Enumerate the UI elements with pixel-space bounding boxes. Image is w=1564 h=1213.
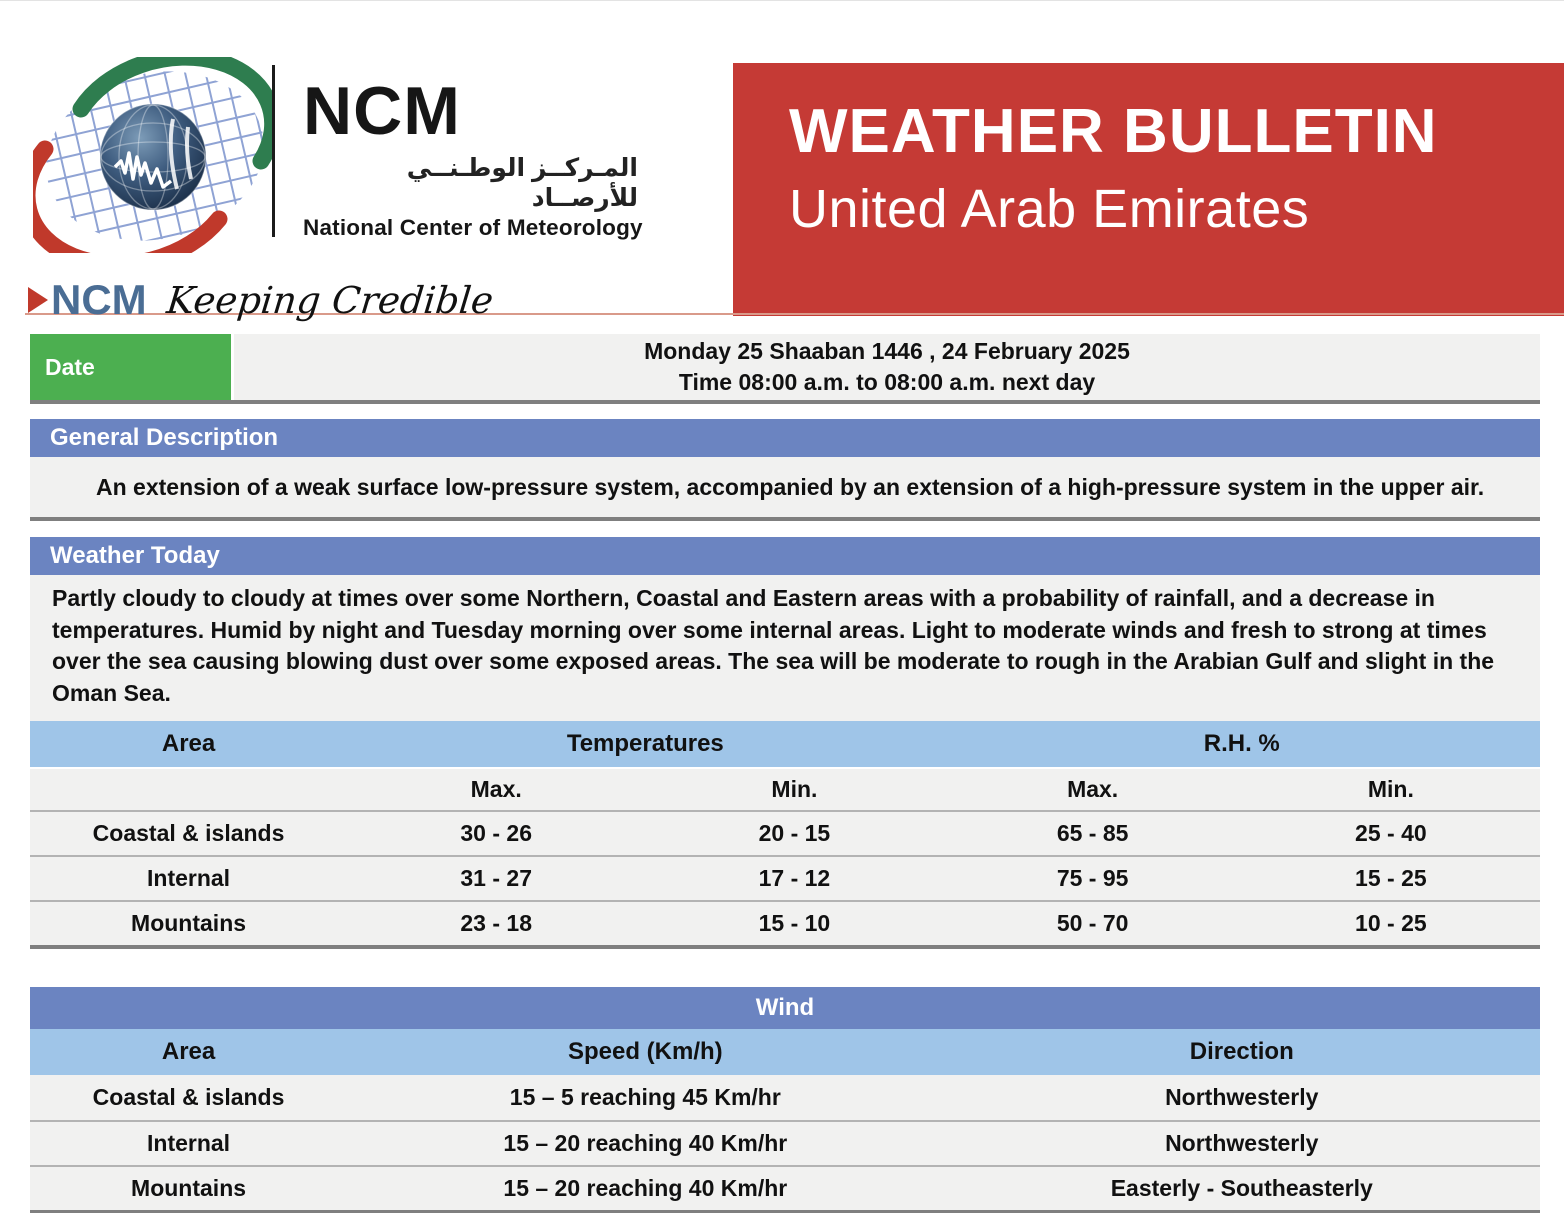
table-row	[30, 1120, 1540, 1165]
tagline-script: Keeping Credible	[164, 278, 495, 322]
wind-title: Wind	[30, 987, 1540, 1029]
rh-max-cell: 50 - 70	[1056, 910, 1129, 936]
banner-title: WEATHER BULLETIN	[789, 97, 1438, 166]
area-cell: Internal	[147, 865, 231, 891]
temp-max-cell: 23 - 18	[460, 910, 532, 936]
tagline	[28, 276, 495, 323]
general-description-body: An extension of a weak surface low-pressure system, accompanied by an extension of a high-pressure system in the upper air.	[30, 457, 1540, 521]
area-cell: Coastal & islands	[92, 1084, 285, 1110]
logo-full-name: National Center of Meteorology	[303, 215, 643, 240]
general-description-section	[30, 419, 1540, 521]
col-header-speed: Speed (Km/h)	[567, 1038, 723, 1065]
area-cell: Mountains	[131, 1175, 247, 1201]
table-row	[30, 1165, 1540, 1210]
col-header-rh: R.H. %	[1203, 730, 1280, 757]
rh-max-cell: 65 - 85	[1056, 820, 1129, 846]
date-line1: Monday 25 Shaaban 1446 , 24 February 2025	[644, 338, 1130, 364]
subheader-temp-max: Max.	[470, 776, 522, 802]
weather-today-body: Partly cloudy to cloudy at times over some Northern, Coastal and Eastern areas with a probability of rainfall, and a decrease in temperatures. Humid by night and Tuesday morning over some internal areas. Light to moderate winds and fresh to strong at times over the sea causing blowing dust over some exposed areas. The sea will be moderate to rough in the Arabian Gulf and slight in the Oman Sea.	[30, 575, 1540, 721]
wind-table-header	[30, 1029, 1540, 1075]
weather-today-title: Weather Today	[30, 537, 1540, 575]
wind-section	[30, 987, 1540, 1213]
table-row	[30, 900, 1540, 945]
subheader-temp-min: Min.	[771, 776, 818, 802]
header	[0, 1, 1564, 323]
weather-today-section	[30, 537, 1540, 721]
date-row	[30, 334, 1540, 404]
table-row	[30, 1075, 1540, 1120]
rh-min-cell: 15 - 25	[1355, 865, 1427, 891]
temp-max-cell: 31 - 27	[460, 865, 532, 891]
area-cell: Coastal & islands	[92, 820, 285, 846]
date-value	[234, 334, 1540, 400]
tagline-ncm: NCM	[51, 276, 147, 323]
table-row	[30, 855, 1540, 900]
temp-min-cell: 15 - 10	[758, 910, 831, 936]
logo-text-block	[303, 73, 648, 241]
banner-subtitle: United Arab Emirates	[789, 179, 1310, 240]
triangle-icon	[28, 287, 48, 313]
col-header-area: Area	[161, 1038, 216, 1065]
subheader-rh-max: Max.	[1067, 776, 1119, 802]
temp-max-cell: 30 - 26	[460, 820, 532, 846]
rh-min-cell: 25 - 40	[1355, 820, 1427, 846]
rh-min-cell: 10 - 25	[1355, 910, 1427, 936]
direction-cell: Easterly - Southeasterly	[1110, 1175, 1373, 1201]
col-header-area: Area	[161, 730, 216, 757]
weather-bulletin-banner	[733, 63, 1564, 316]
direction-cell: Northwesterly	[1165, 1084, 1319, 1110]
direction-cell: Northwesterly	[1165, 1130, 1319, 1156]
temp-min-cell: 20 - 15	[758, 820, 831, 846]
climate-table-header	[30, 721, 1540, 767]
table-row	[30, 810, 1540, 855]
weather-bulletin-page	[0, 1, 1564, 1207]
speed-cell: 15 – 5 reaching 45 Km/hr	[509, 1084, 781, 1110]
temp-min-cell: 17 - 12	[758, 865, 831, 891]
col-header-direction: Direction	[1189, 1038, 1294, 1065]
logo-divider	[272, 65, 275, 237]
col-header-temperatures: Temperatures	[566, 730, 724, 757]
date-line2: Time 08:00 a.m. to 08:00 a.m. next day	[678, 369, 1096, 395]
ncm-globe-logo-icon	[33, 57, 273, 253]
area-cell: Internal	[147, 1130, 231, 1156]
rh-max-cell: 75 - 95	[1056, 865, 1129, 891]
climate-table	[30, 721, 1540, 949]
area-cell: Mountains	[131, 910, 247, 936]
subheader-rh-min: Min.	[1367, 776, 1414, 802]
general-description-title: General Description	[30, 419, 1540, 457]
date-label: Date	[30, 334, 234, 400]
climate-table-subheader	[30, 767, 1540, 810]
logo-arabic-name: المـركــز الوطـنــي للأرصــاد	[406, 154, 638, 212]
wind-table	[30, 1029, 1540, 1213]
speed-cell: 15 – 20 reaching 40 Km/hr	[503, 1175, 788, 1201]
logo-acronym: NCM	[303, 73, 461, 149]
speed-cell: 15 – 20 reaching 40 Km/hr	[503, 1130, 788, 1156]
